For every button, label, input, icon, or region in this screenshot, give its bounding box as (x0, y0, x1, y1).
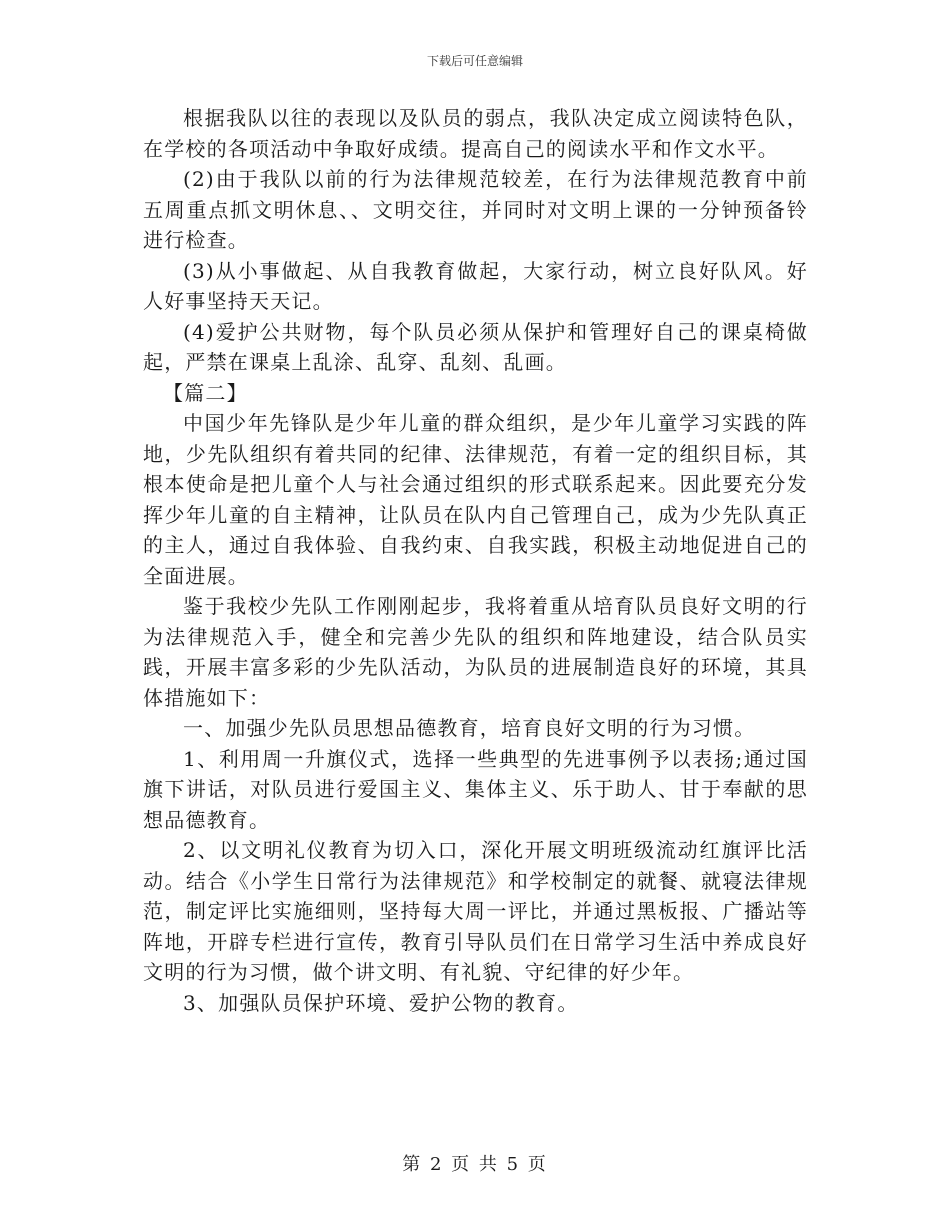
paragraph-2: (2)由于我队以前的行为法律规范较差，在行为法律规范教育中前五周重点抓文明休息、、文明交往，并同时对文明上课的一分钟预备铃进行检查。 (143, 167, 808, 252)
page-footer: 第 2 页 共 5 页 (402, 1154, 548, 1175)
paragraph-9: 1、利用周一升旗仪式，选择一些典型的先进事例予以表扬;通过国旗下讲话，对队员进行爱国主义、集体主义、乐于助人、甘于奉献的思想品德教育。 (143, 746, 808, 832)
paragraph-7: 鉴于我校少先队工作刚刚起步，我将着重从培育队员良好文明的行为法律规范入手，健全和完善少先队的组织和阵地建设，结合队员实践，开展丰富多彩的少先队活动，为队员的进展制造良好的环境，其具体措施如下： (143, 594, 808, 710)
paragraph-11: 3、加强队员保护环境、爱护公物的教育。 (183, 990, 579, 1015)
page-header: 下载后可任意编辑 (426, 54, 523, 68)
document-body (143, 103, 808, 1018)
paragraph-6: 中国少年先锋队是少年儿童的群众组织，是少年儿童学习实践的阵地，少先队组织有着共同的纪律、法律规范，有着一定的组织目标，其根本使命是把儿童个人与社会通过组织的形式联系起来。因此要充分发挥少年儿童的自主精神，让队员在队内自己管理自己，成为少先队真正的主人，通过自我体验、自我约束、自我实践，积极主动地促进自己的全面进展。 (143, 411, 808, 588)
paragraph-3: (3)从小事做起、从自我教育做起，大家行动，树立良好队风。好人好事坚持天天记。 (143, 258, 808, 313)
paragraph-10: 2、以文明礼仪教育为切入口，深化开展文明班级流动红旗评比活动。结合《小学生日常行为法律规范》和学校制定的就餐、就寝法律规范，制定评比实施细则，坚持每大周一评比，并通过黑板报、广播站等阵地，开辟专栏进行宣传，教育引导队员们在日常学习生活中养成良好文明的行为习惯，做个讲文明、有礼貌、守纪律的好少年。 (143, 838, 808, 984)
paragraph-8: 一、加强少先队员思想品德教育，培育良好文明的行为习惯。 (183, 716, 756, 740)
paragraph-1: 根据我队以往的表现以及队员的弱点，我队决定成立阅读特色队，在学校的各项活动中争取好成绩。提高自己的阅读水平和作文水平。 (143, 106, 808, 161)
paragraph-4: (4)爱护公共财物，每个队员必须从保护和管理好自己的课桌椅做起，严禁在课桌上乱涂、乱穿、乱刻、乱画。 (143, 319, 808, 374)
section-heading: 【篇二】 (163, 380, 248, 405)
